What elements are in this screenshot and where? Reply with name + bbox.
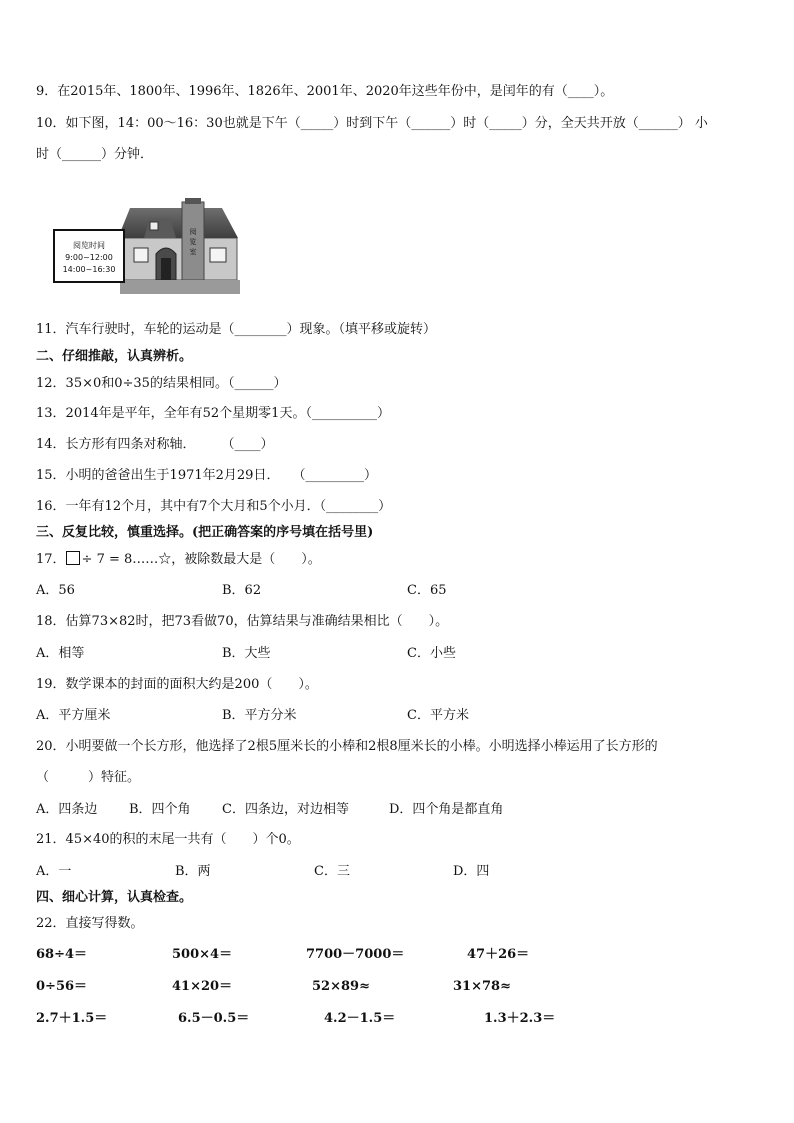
question-17-number: 17．	[36, 552, 66, 567]
q20-option-a: A．四条边	[36, 802, 98, 817]
sign-time-afternoon: 14:00~16:30	[62, 265, 116, 274]
question-13: 13．2014年是平年，全年有52个星期零1天。（__________）	[36, 406, 390, 421]
q21-option-c: C．三	[314, 864, 350, 879]
q19-option-b: B．平方分米	[222, 708, 297, 723]
calc-item: 6.5－0.5＝	[178, 1011, 250, 1026]
q19-option-c: C．平方米	[407, 708, 469, 723]
q21-option-b: B．两	[175, 864, 211, 879]
q20-option-d: D．四个角是都直角	[389, 802, 504, 817]
section-2-heading: 二、仔细推敲，认真辨析。	[36, 349, 193, 364]
question-20-line2: （ ）特征。	[36, 770, 141, 785]
q18-option-c: C．小些	[407, 646, 456, 661]
calc-item: 4.2－1.5＝	[324, 1011, 396, 1026]
svg-text:览: 览	[189, 238, 197, 246]
door-label-char: 阅	[189, 228, 197, 236]
calc-item: 47＋26＝	[467, 947, 530, 962]
section-3-heading: 三、反复比较，慎重选择。(把正确答案的序号填在括号里)	[36, 525, 374, 540]
question-17	[36, 551, 321, 568]
calc-item: 1.3＋2.3＝	[484, 1011, 556, 1026]
q17-option-b: B．62	[222, 583, 262, 598]
q21-option-a: A．一	[36, 864, 72, 879]
question-15: 15．小明的爸爸出生于1971年2月29日． （_________）	[36, 468, 377, 483]
calc-item: 2.7＋1.5＝	[36, 1011, 108, 1026]
question-17-text: ÷ 7 = 8……☆，被除数最大是（ ）。	[81, 552, 321, 567]
calc-item: 7700－7000＝	[306, 947, 405, 962]
q18-option-b: B．大些	[222, 646, 271, 661]
question-22: 22．直接写得数。	[36, 916, 144, 931]
question-10-line2: 时（______）分钟．	[36, 147, 154, 162]
blank-box-icon	[66, 551, 80, 565]
section-4-heading: 四、细心计算，认真检查。	[36, 890, 193, 905]
q20-option-c: C．四条边，对边相等	[222, 802, 349, 817]
question-9: 9．在2015年、1800年、1996年、1826年、2001年、2020年这些年份中，是闰年的有（____）。	[36, 84, 614, 99]
question-11: 11．汽车行驶时，车轮的运动是（________）现象。（填平移或旋转）	[36, 322, 437, 337]
sign-time-morning: 9:00~12:00	[65, 253, 113, 262]
q17-option-c: C．65	[407, 583, 447, 598]
svg-text:室: 室	[189, 248, 197, 256]
sign-title: 阅览时间	[73, 241, 105, 250]
calc-item: 68÷4＝	[36, 947, 88, 962]
question-21: 21．45×40的积的末尾一共有（ ）个0。	[36, 832, 300, 847]
question-19: 19．数学课本的封面的面积大约是200（ ）。	[36, 677, 318, 692]
reading-room-illustration	[52, 198, 242, 302]
question-10-line1: 10．如下图，14：00～16：30也就是下午（_____）时到下午（______）时（_____）分，全天共开放（______） 小	[36, 116, 708, 131]
q20-option-b: B．四个角	[129, 802, 191, 817]
calc-item: 500×4＝	[172, 947, 233, 962]
calc-item: 31×78≈	[453, 979, 511, 994]
calc-item: 41×20＝	[172, 979, 233, 994]
q21-option-d: D．四	[453, 864, 490, 879]
question-14: 14．长方形有四条对称轴． （____）	[36, 437, 274, 452]
q19-option-a: A．平方厘米	[36, 708, 111, 723]
calc-item: 52×89≈	[312, 979, 370, 994]
question-20-line1: 20．小明要做一个长方形，他选择了2根5厘米长的小棒和2根8厘米长的小棒。小明选择小棒运用了长方形的	[36, 739, 658, 754]
question-18: 18．估算73×82时，把73看做70，估算结果与准确结果相比（ ）。	[36, 614, 449, 629]
calc-item: 0÷56＝	[36, 979, 88, 994]
q18-option-a: A．相等	[36, 646, 85, 661]
question-16: 16．一年有12个月，其中有7个大月和5个小月．（________）	[36, 499, 392, 514]
question-12: 12．35×0和0÷35的结果相同。（______）	[36, 376, 287, 391]
q17-option-a: A．56	[36, 583, 75, 598]
